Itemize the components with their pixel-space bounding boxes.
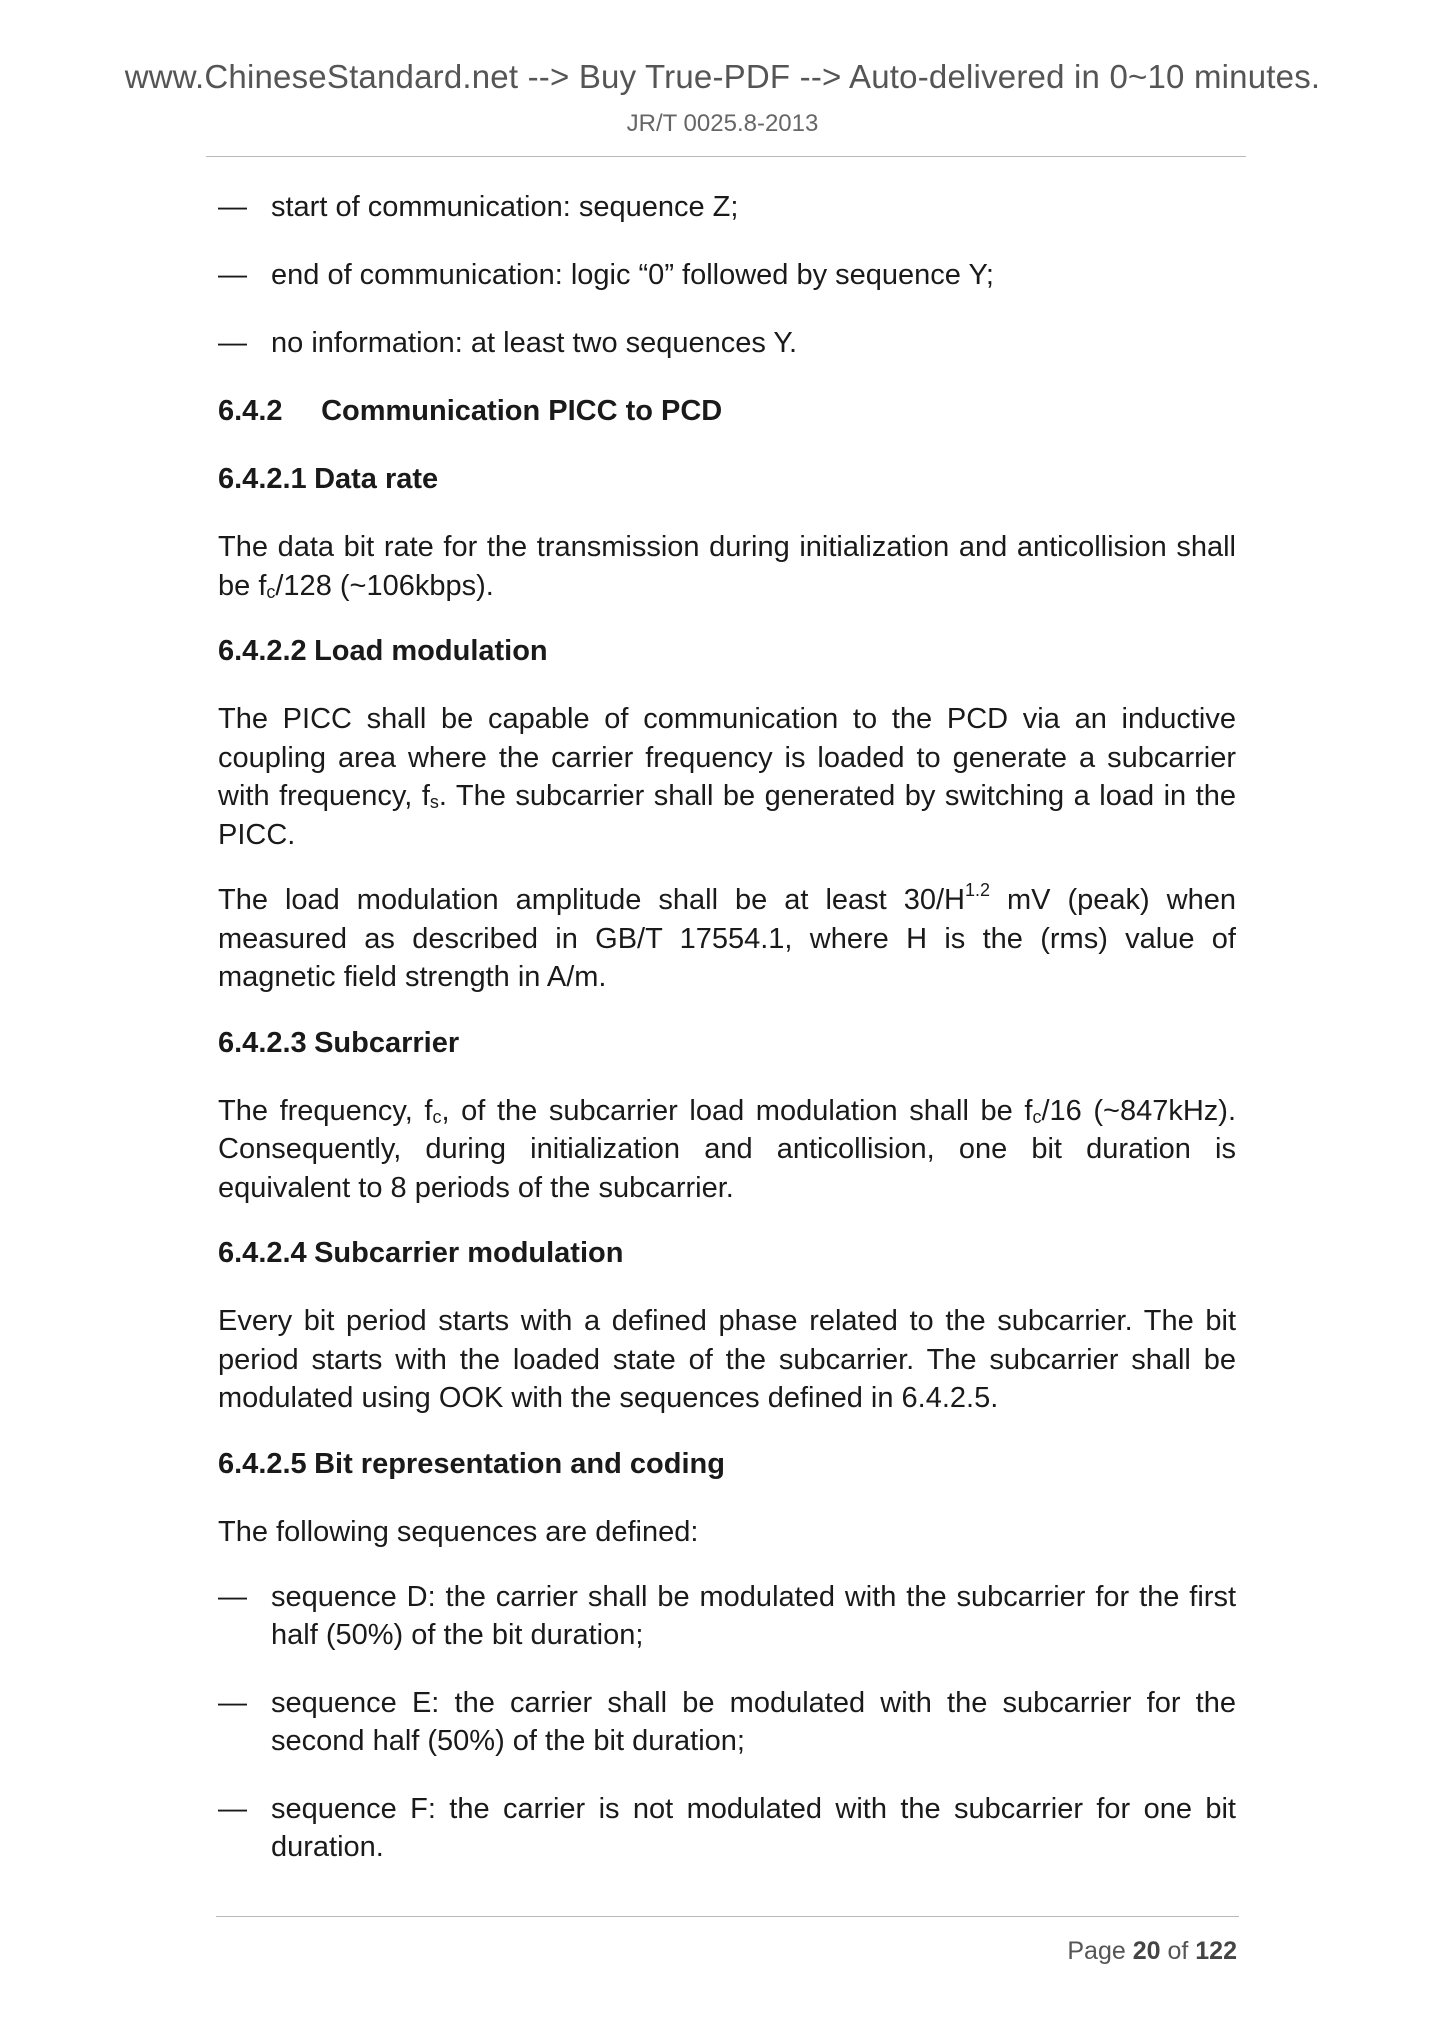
text-run: The PICC shall be capable of communication to the PCD via an inductive coupling area where the carrier frequency is loaded to generate a subcarrier with frequency, f <box>218 703 1236 812</box>
section-number: 6.4.2.1 <box>218 463 307 495</box>
list-item <box>218 324 1236 362</box>
text-run: The frequency, f <box>218 1094 433 1127</box>
section-title: Bit representation and coding <box>314 1447 725 1480</box>
paragraph: The following sequences are defined: <box>218 1515 699 1548</box>
list-item <box>218 1684 1236 1760</box>
of-label: of <box>1167 1937 1189 1965</box>
dash-marker: — <box>218 259 247 291</box>
text-run: The load modulation amplitude shall be at least 30/H <box>218 884 965 916</box>
paragraph <box>218 528 1236 605</box>
list-item <box>218 256 1236 294</box>
header-divider <box>206 156 1246 157</box>
page-content <box>218 188 1236 1896</box>
superscript: 1.2 <box>964 880 990 900</box>
page-number: 20 <box>1132 1937 1161 1965</box>
list-item-text: sequence F: the carrier is not modulated with the subcarrier for one bit duration. <box>271 1793 1236 1863</box>
section-title: Data rate <box>314 463 439 495</box>
paragraph <box>218 700 1236 854</box>
site-banner: www.ChineseStandard.net --> Buy True-PDF --> Auto-delivered in 0~10 minutes. <box>124 58 1321 95</box>
dash-marker: — <box>218 327 247 359</box>
section-title: Subcarrier <box>314 1026 460 1059</box>
subscript: c <box>266 581 276 602</box>
dash-marker: — <box>218 1687 247 1719</box>
section-number: 6.4.2.2 <box>218 635 307 667</box>
section-heading-6-4-2-2 <box>218 632 1236 670</box>
section-number: 6.4.2.4 <box>218 1237 307 1269</box>
section-number: 6.4.2.3 <box>218 1026 307 1059</box>
text-run: /128 (~106kbps). <box>275 569 494 602</box>
section-title: Load modulation <box>314 635 548 667</box>
footer-divider <box>216 1916 1239 1917</box>
list-item-text: sequence D: the carrier shall be modulated with the subcarrier for the first half (50%) of the bit duration; <box>271 1581 1236 1651</box>
dash-marker: — <box>218 1581 247 1613</box>
dash-marker: — <box>218 1793 247 1825</box>
section-heading-6-4-2-3 <box>218 1024 1236 1062</box>
section-heading-6-4-2-5 <box>218 1445 1236 1483</box>
text-run: /16 (~847kHz). Consequently, during initialization and anticollision, one bit duration is equivalent to 8 periods of the subcarrier. <box>218 1094 1237 1204</box>
text-run: mV (peak) when measured as described in GB/T 17554.1, where H is the (rms) value of magnetic field strength in A/m. <box>218 884 1237 993</box>
subscript: s <box>429 792 439 812</box>
section-title: Subcarrier modulation <box>314 1237 624 1269</box>
list-item <box>218 188 1236 226</box>
total-pages: 122 <box>1195 1937 1237 1965</box>
text-run: , of the subcarrier load modulation shall be f <box>441 1094 1033 1127</box>
paragraph <box>218 1092 1236 1208</box>
dash-marker: — <box>218 191 247 223</box>
section-title: Communication PICC to PCD <box>321 395 723 427</box>
list-item-text: start of communication: sequence Z; <box>271 191 739 223</box>
list-item-text: no information: at least two sequences Y. <box>271 327 798 359</box>
section-heading-6-4-2 <box>218 392 1236 430</box>
list-item-text: end of communication: logic “0” followed by sequence Y; <box>271 259 994 291</box>
subscript: c <box>1032 1106 1042 1127</box>
page-footer <box>1067 1937 1237 1966</box>
section-heading-6-4-2-1 <box>218 460 1236 498</box>
text-run: . The subcarrier shall be generated by switching a load in the PICC. <box>218 780 1236 851</box>
text-run: The data bit rate for the transmission during initialization and anticollision shall be f <box>218 531 1236 602</box>
list-item <box>218 1578 1236 1654</box>
section-number: 6.4.2.5 <box>218 1447 307 1480</box>
subscript: c <box>432 1106 442 1127</box>
section-number: 6.4.2 <box>218 395 283 427</box>
list-item-text: sequence E: the carrier shall be modulated with the subcarrier for the second half (50%) of the bit duration; <box>271 1687 1236 1757</box>
list-item <box>218 1790 1236 1866</box>
paragraph: Every bit period starts with a defined phase related to the subcarrier. The bit period starts with the loaded state of the subcarrier. The subcarrier shall be modulated using OOK with the sequences defined in 6.4.2.5. <box>218 1305 1236 1414</box>
section-heading-6-4-2-4 <box>218 1234 1236 1272</box>
page-label: Page <box>1067 1937 1126 1965</box>
paragraph <box>218 881 1236 997</box>
standard-code: JR/T 0025.8-2013 <box>626 110 819 137</box>
